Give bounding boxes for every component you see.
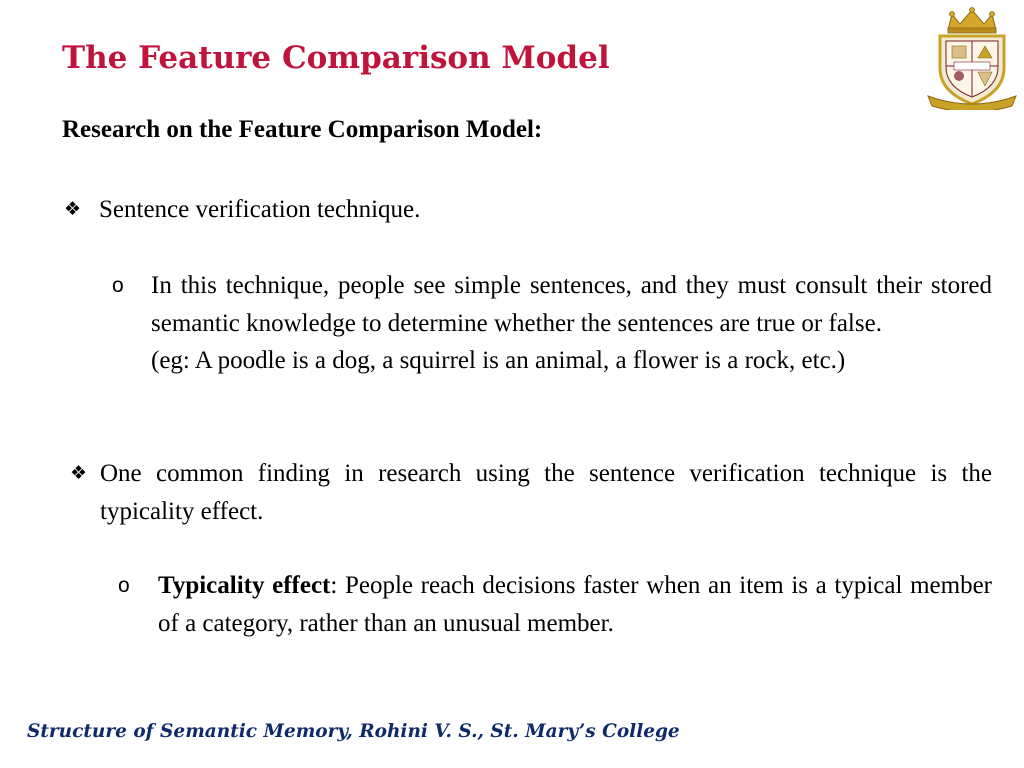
- diamond-bullet-icon: ❖: [70, 462, 88, 484]
- bullet-common-finding: [70, 455, 992, 530]
- bullet-text: In this technique, people see simple sentences, and they must consult their stored semantic knowledge to determine whether the sentences are true or false.: [151, 272, 992, 337]
- bullet-text: : People reach decisions faster when an item is a typical member of a category, rather than an unusual member.: [158, 572, 992, 637]
- bullet-typicality-effect: [118, 567, 992, 642]
- bullet-text: Sentence verification technique.: [99, 196, 421, 223]
- slide-footer: Structure of Semantic Memory, Rohini V. S., St. Mary’s College: [27, 721, 680, 742]
- college-crest-icon: [926, 6, 1018, 110]
- example-text: (eg: A poodle is a dog, a squirrel is an animal, a flower is a rock, etc.): [151, 347, 846, 374]
- circle-bullet-icon: o: [118, 574, 130, 597]
- bullet-text-container: [158, 567, 992, 642]
- bullet-technique-description: [112, 267, 992, 380]
- typicality-effect-term: Typicality effect: [158, 572, 331, 599]
- diamond-bullet-icon: ❖: [64, 198, 82, 220]
- bullet-text: One common finding in research using the sentence verification technique is the typicality effect.: [100, 460, 992, 525]
- slide-title: The Feature Comparison Model: [62, 40, 610, 76]
- subheading: Research on the Feature Comparison Model:: [62, 116, 543, 143]
- circle-bullet-icon: o: [112, 274, 124, 297]
